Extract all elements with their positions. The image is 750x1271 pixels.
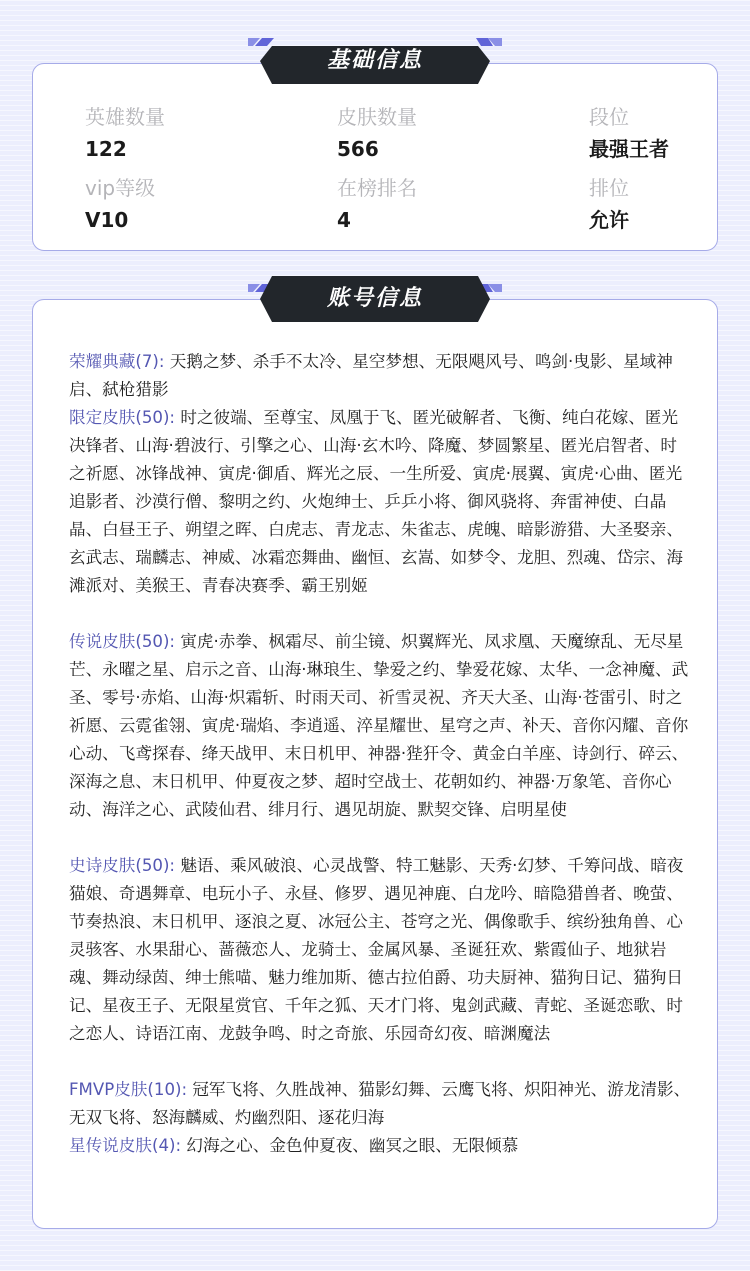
skin-group-items: 冠军飞将、久胜战神、猫影幻舞、云鹰飞将、炽阳神光、游龙清影、无双飞将、怒海麟威、灼幽烈阳、逐花归海 [69,1080,691,1127]
stat-ranked-mode [589,175,629,233]
skin-group-limited [69,404,691,600]
section-banner-account [248,276,502,322]
stat-label: vip等级 [85,176,156,200]
skin-group-items: 寅虎·赤拳、枫霜尽、前尘镜、炽翼辉光、凤求凰、天魔缭乱、无尽星芒、永曜之星、启示之音、山海·琳琅生、挚爱之约、挚爱花嫁、太华、一念神魔、武圣、零号·赤焰、山海·炽霜斩、时雨天司、祈雪灵祝、齐天大圣、山海·苍雷引、时之祈愿、云霓雀翎、寅虎·瑞焰、李逍遥、淬星耀世、星穹之声、补天、音你闪耀、音你心动、飞鸢探春、绛天战甲、末日机甲、神器·狴犴令、黄金白羊座、诗剑行、碎云、深海之息、末日机甲、仲夏夜之梦、超时空战士、花朝如约、神器·万象笔、音你心动、海洋之心、武陵仙君、绯月行、遇见胡旋、默契交锋、启明星使 [69,632,689,819]
stat-label: 皮肤数量 [337,105,417,129]
skin-group-label: 荣耀典藏(7): [69,352,165,371]
stat-skin-count [337,104,417,162]
stat-label: 在榜排名 [337,176,417,200]
stat-value: 566 [337,137,379,161]
skin-group-fmvp [69,1076,691,1132]
skin-group-legendary [69,628,691,824]
skin-group-items: 魅语、乘风破浪、心灵战警、特工魅影、天秀·幻梦、千筹问战、暗夜猫娘、奇遇舞章、电玩小子、永昼、修罗、遇见神鹿、白龙吟、暗隐猎兽者、晚萤、节奏热浪、末日机甲、逐浪之夏、冰冠公主、苍穹之光、偶像歌手、缤纷独角兽、心灵骇客、水果甜心、蔷薇恋人、龙骑士、金属风暴、圣诞狂欢、紫霞仙子、地狱岩魂、舞动绿茵、绅士熊喵、魅力维加斯、德古拉伯爵、功夫厨神、猫狗日记、猫狗日记、星夜王子、无限星赏官、千年之狐、天才门将、鬼剑武藏、青蛇、圣诞恋歌、时之恋人、诗语江南、龙鼓争鸣、时之奇旅、乐园奇幻夜、暗渊魔法 [69,856,684,1043]
stat-label: 排位 [589,176,629,200]
stat-value: 最强王者 [589,137,669,161]
stat-rank-tier [589,104,669,162]
stat-value: V10 [85,208,129,232]
skin-group-label: FMVP皮肤(10): [69,1080,188,1099]
section-title: 账号信息 [326,286,423,311]
skin-group-items: 幻海之心、金色仲夏夜、幽冥之眼、无限倾慕 [186,1136,519,1155]
stat-label: 英雄数量 [85,105,165,129]
stat-value: 允许 [589,208,629,232]
skin-group-label: 传说皮肤(50): [69,632,176,651]
section-banner-basic [248,38,502,84]
skin-group-items: 天鹅之梦、杀手不太冷、星空梦想、无限飓风号、鸣剑·曳影、星域神启、弑枪猎影 [69,352,673,399]
stat-value: 4 [337,208,351,232]
skin-group-star-legend [69,1132,691,1160]
account-info-card [32,299,718,1229]
stat-label: 段位 [589,105,629,129]
stat-vip-level [85,175,155,233]
skin-group-label: 限定皮肤(50): [69,408,176,427]
skin-group-items: 时之彼端、至尊宝、凤凰于飞、匿光破解者、飞衡、纯白花嫁、匿光决锋者、山海·碧波行、引擎之心、山海·玄木吟、降魔、梦圆繁星、匿光启智者、时之祈愿、冰锋战神、寅虎·御盾、辉光之辰、一生所爱、寅虎·展翼、寅虎·心曲、匿光追影者、沙漠行僧、黎明之约、火炮绅士、乒乒小将、御风骁将、奔雷神使、白晶晶、白昼王子、朔望之晖、白虎志、青龙志、朱雀志、虎魄、暗影游猎、大圣娶亲、玄武志、瑞麟志、神威、冰霜恋舞曲、幽恒、玄嵩、如梦令、龙胆、烈魂、岱宗、海滩派对、美猴王、青春决赛季、霸王别姬 [69,408,683,595]
skin-group-honor-collection [69,348,691,404]
basic-info-card [32,63,718,251]
section-title: 基础信息 [326,48,423,73]
skin-group-epic [69,852,691,1048]
stat-value: 122 [85,137,127,161]
skin-list [69,348,691,1160]
stat-leaderboard-rank [337,175,417,233]
skin-group-label: 星传说皮肤(4): [69,1136,182,1155]
skin-group-label: 史诗皮肤(50): [69,856,176,875]
stat-hero-count [85,104,165,162]
